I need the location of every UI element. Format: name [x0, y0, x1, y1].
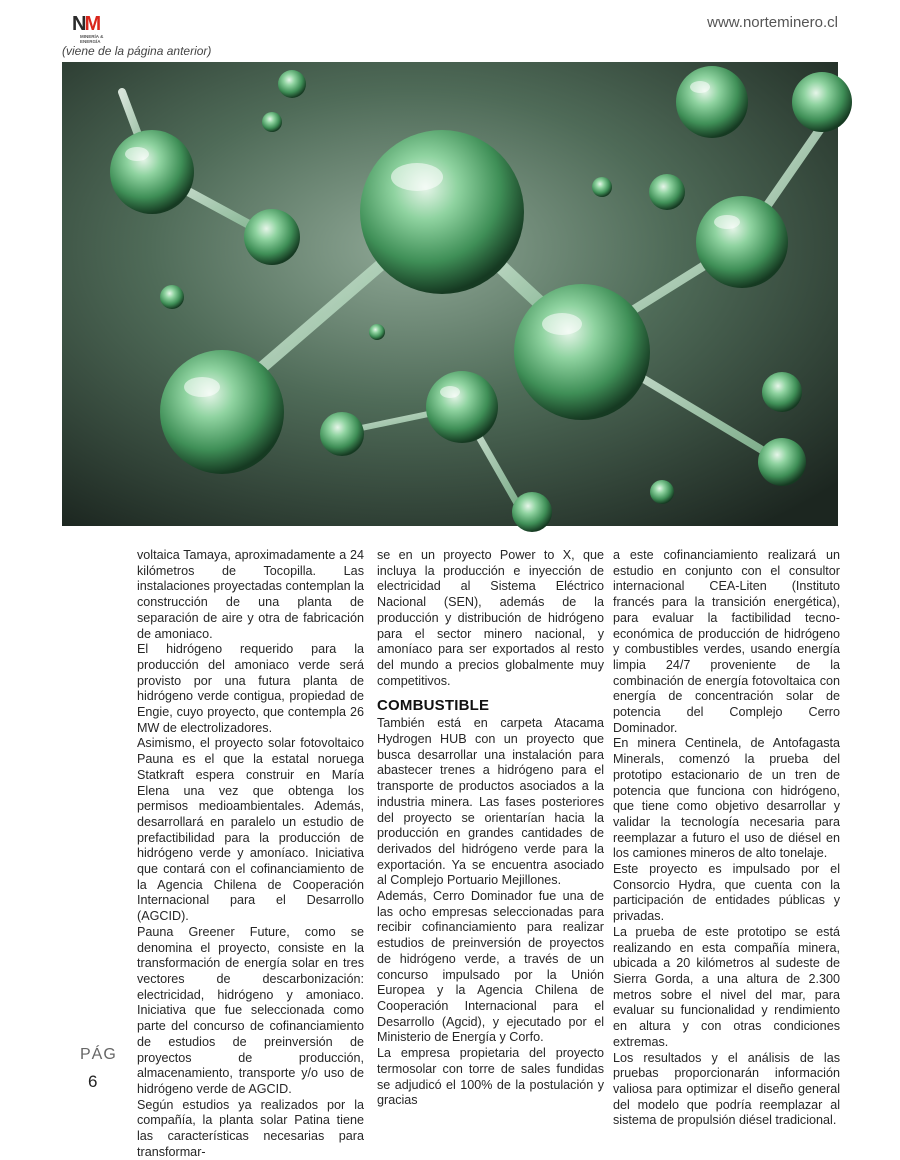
paragraph: voltaica Tamaya, aproximadamente a 24 kilómetros de Tocopilla. Las instalaciones proyectadas contemplan la construcción de una planta de separación de aire y otra de fabricación de amoniaco. — [137, 548, 364, 641]
logo-subtitle: MINERÍA & ENERGÍA — [80, 34, 104, 44]
paragraph: Además, Cerro Dominador fue una de las ocho empresas seleccionadas para recibir cofinanciamiento para realizar estudios de preinversión de proyectos de hidrógeno verde, a través de un concurso impulsado por la Unión Europea y la Agencia Chilena de Cooperación Internacional para el Desarrollo (Agcid), y ejecutado por el Ministerio de Energía y Corfo. — [377, 889, 604, 1045]
paragraph: Según estudios ya realizados por la compañía, la planta solar Patina tiene las características necesarias para transformar- — [137, 1097, 364, 1159]
paragraph: En minera Centinela, de Antofagasta Minerals, comenzó la prueba del prototipo estacionario de un tren de potencia que funciona con hidrógeno, que tiene como objetivo desarrollar y validar la tecnología necesaria para reemplazar a futuro el uso de diésel en los camiones mineros de alto tonelaje. — [613, 736, 840, 861]
continued-note: (viene de la página anterior) — [62, 44, 212, 58]
paragraph: También está en carpeta Atacama Hydrogen HUB con un proyecto que busca desarrollar una instalación para abastecer trenes a hidrógeno para el transporte de productos asociados a la industria minera. Las fases posteriores del proyecto se orientarían hacia la producción en grandes cantidades de derivados del hidrógeno verde para la exportación. Ya se encuentra asociado al Complejo Portuario Mejillones. — [377, 716, 604, 888]
page-number: 6 — [88, 1072, 98, 1091]
paragraph: se en un proyecto Power to X, que incluya la producción e inyección de electricidad al Sistema Eléctrico Nacional (SEN), además de la producción y distribución de hidrógeno para el sector minero nacional, y amoníaco para ser exportados al resto del mundo a precios globalmente muy competitivos. — [377, 548, 604, 688]
magazine-logo — [72, 13, 112, 44]
page-label: PÁG — [80, 1046, 117, 1063]
logo-letters: NM — [72, 13, 100, 35]
paragraph: La prueba de este prototipo se está realizando en esta compañía minera, ubicada a 20 kilómetros al sudeste de Sierra Gorda, a una altura de 2.300 metros sobre el nivel del mar, para evaluar su funcionalidad y rendimiento en altura y con otras condiciones extremas. — [613, 924, 840, 1049]
paragraph: El hidrógeno requerido para la producción del amoniaco verde será provisto por una futura planta de hidrógeno verde contigua, propiedad de Engie, cuyo proyecto, que contempla 26 MW de electrolizadores. — [137, 642, 364, 735]
text-column-1 — [137, 548, 364, 1160]
paragraph: Este proyecto es impulsado por el Consorcio Hydra, que cuenta con la participación de entidades públicas y privadas. — [613, 862, 840, 924]
paragraph: Los resultados y el análisis de las pruebas proporcionarán información valiosa para optimizar el diseño general del modelo que podría reemplazar al sistema de propulsión diésel tradicional. — [613, 1050, 840, 1128]
text-column-3 — [613, 548, 840, 1129]
molecule-bubbles-photo-icon — [62, 62, 838, 526]
paragraph: La empresa propietaria del proyecto termosolar con torre de sales fundidas se adjudicó el 100% de la postulación y gracias — [377, 1046, 604, 1108]
paragraph: a este cofinanciamiento realizará un estudio en conjunto con el consultor internacional CEA-Liten (Instituto francés para la transición energética), para evaluar la factibilidad tecno-económica de producción de hidrógeno y combustibles verdes, usando energía limpia 24/7 proveniente de la combinación de energía fotovoltaica con energía de concentración solar de potencia del Complejo Cerro Dominador. — [613, 548, 840, 735]
site-url[interactable]: www.norteminero.cl — [707, 14, 838, 31]
hero-image — [62, 62, 838, 526]
paragraph: Pauna Greener Future, como se denomina el proyecto, consiste en la transformación de energía solar en tres vectores de descarbonización: electricidad, hidrógeno y amoniaco. Iniciativa que fue seleccionada como parte del concurso de cofinanciamiento de estudios de preinversión de proyectos de producción, almacenamiento, transporte y/o uso de hidrógeno verde de AGCID. — [137, 924, 364, 1096]
text-column-2 — [377, 548, 604, 1109]
section-heading: COMBUSTIBLE — [377, 697, 490, 715]
paragraph: Asimismo, el proyecto solar fotovoltaico Pauna es el que la estatal noruega Statkraft espera construir en María Elena una vez que obtenga los permisos medioambientales. Además, desarrollará en paralelo un estudio de prefactibilidad para la producción de hidrógeno verde y amoníaco. Iniciativa que contará con el cofinanciamiento de la Agencia Chilena de Cooperación Internacional para el Desarrollo (AGCID). — [137, 736, 364, 924]
